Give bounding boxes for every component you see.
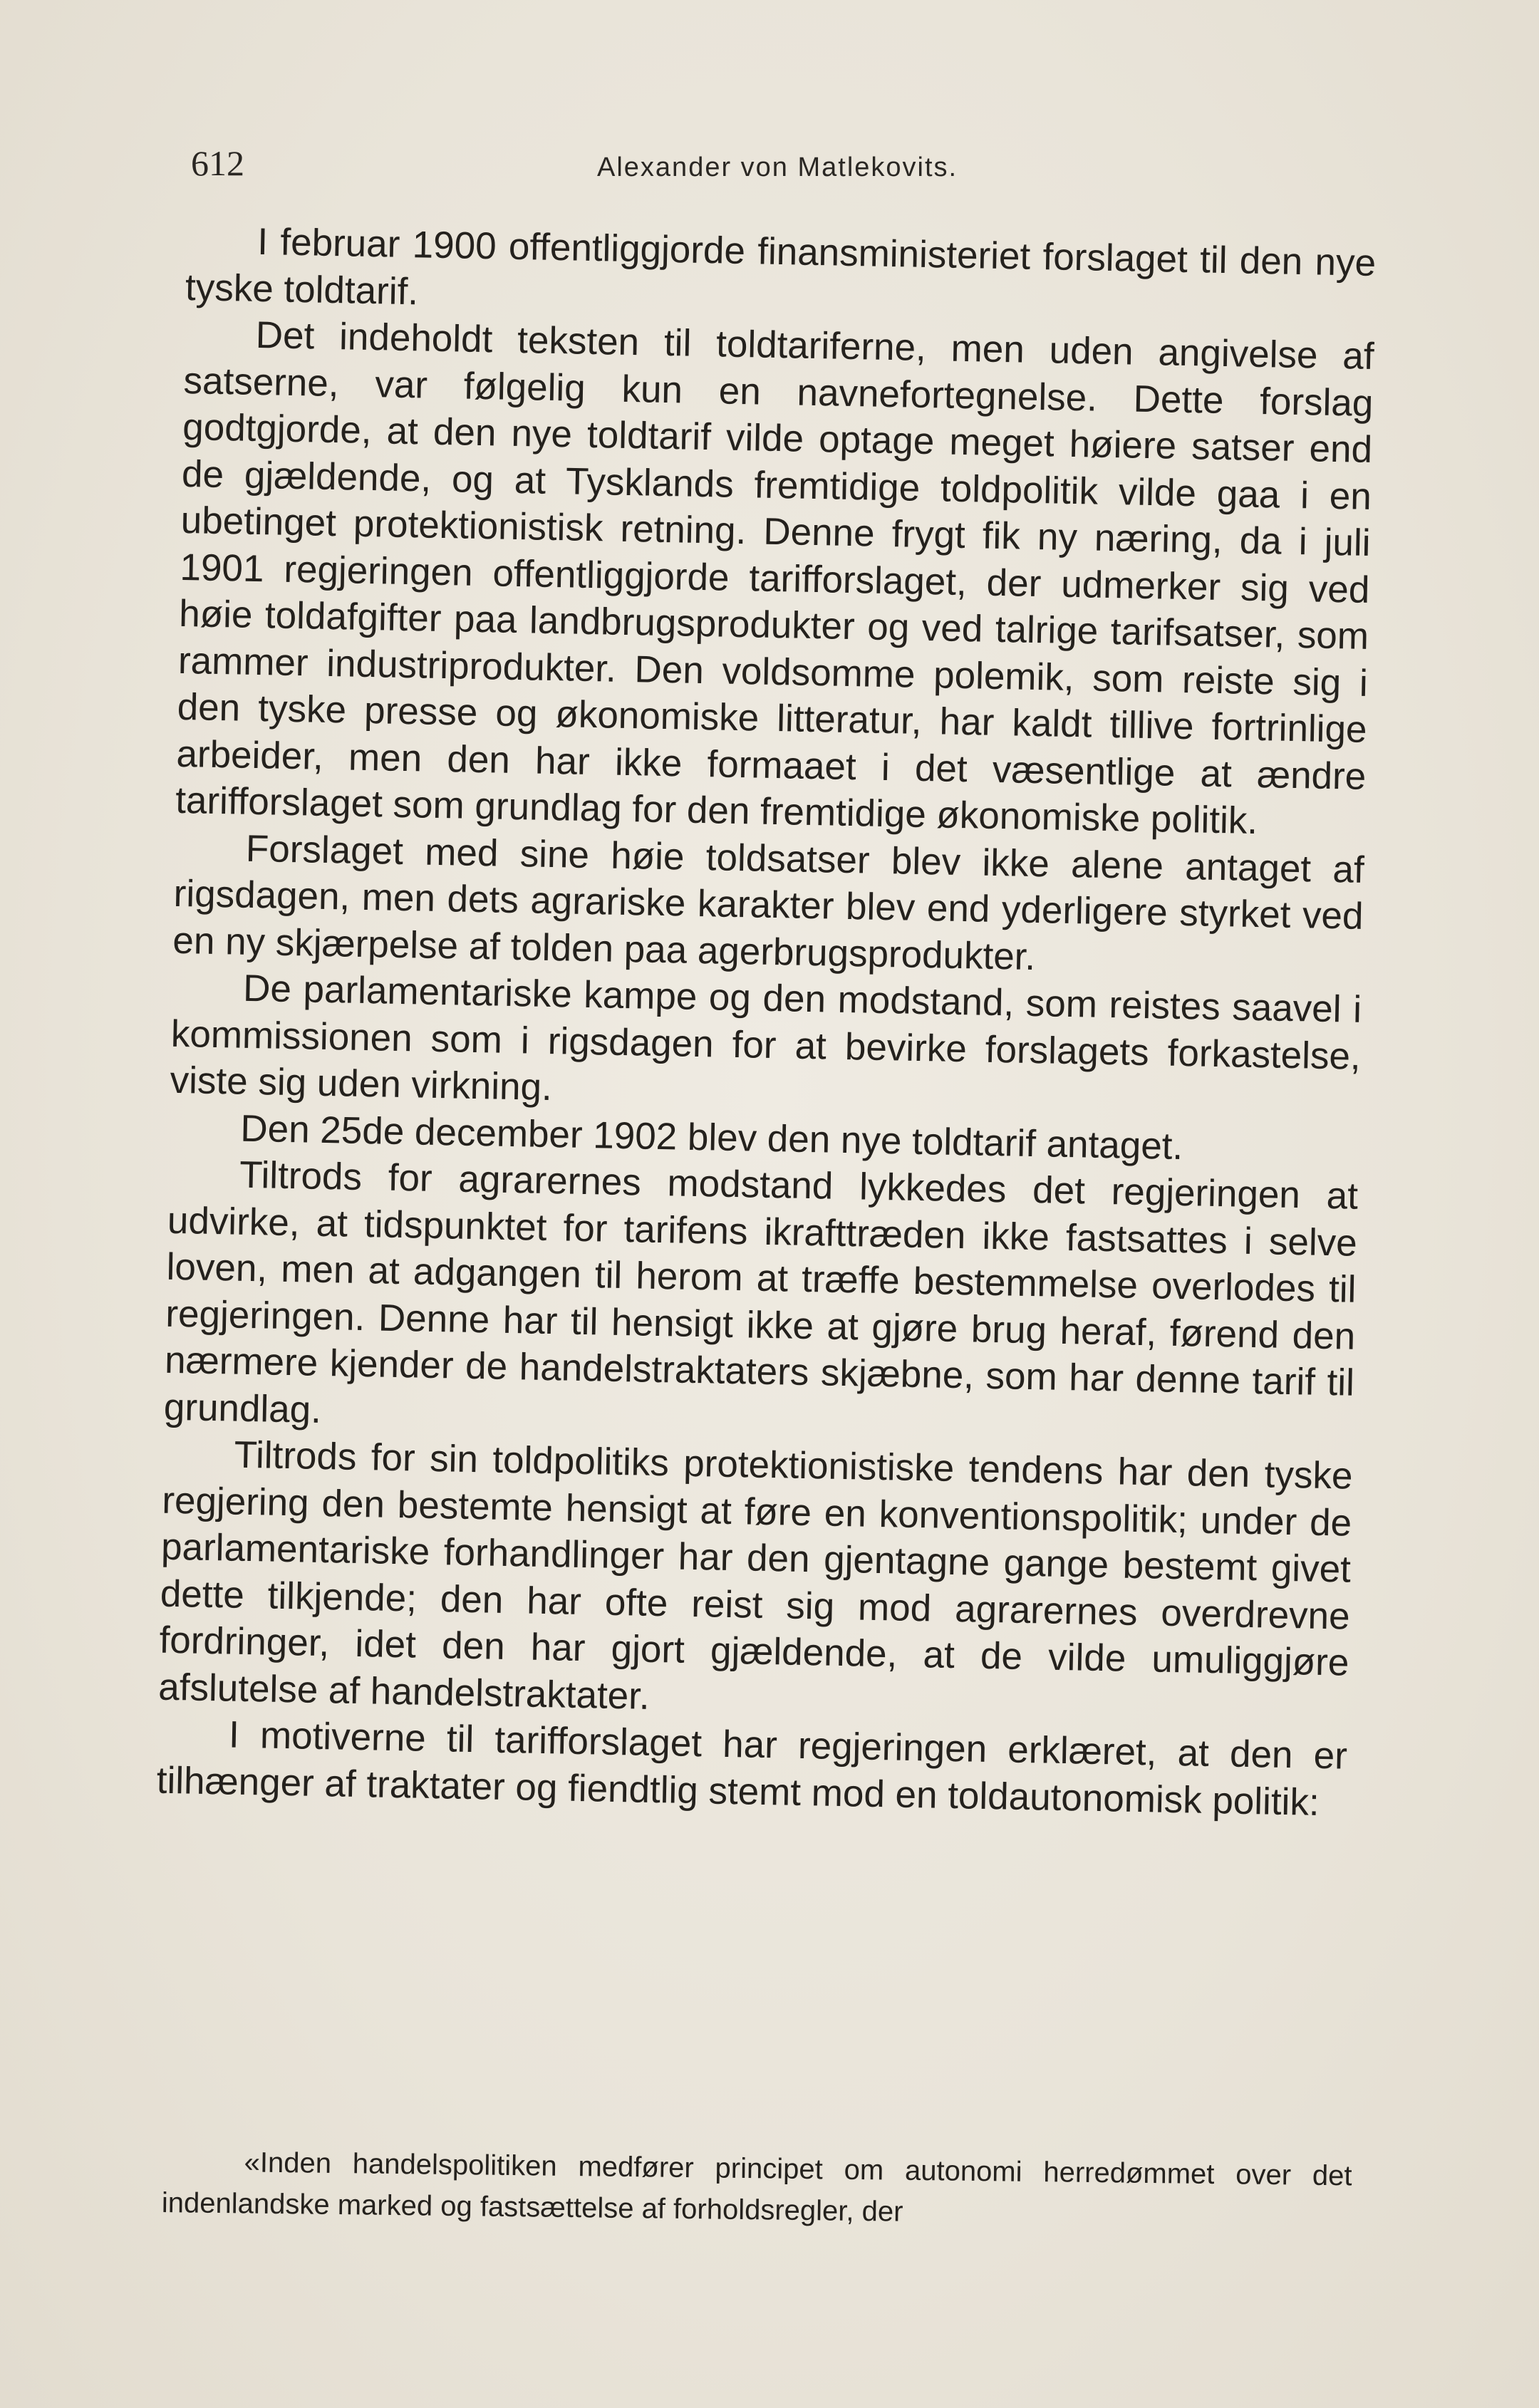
paragraph: Forslaget med sine høie toldsatser blev ikke alene antaget af rigsdagen, men dets agrariske karakter blev end yderligere styrket ved en ny skjærpelse af tolden paa agerbrugsprodukter. [172, 827, 1365, 978]
paragraph: De parlamentariske kampe og den modstand, som reistes saavel i kommissionen som i rigsdagen for at bevirke forslagets forkastelse, viste sig uden virkning. [170, 967, 1362, 1109]
paragraph: Det indeholdt teksten til toldtariferne, men uden angivelse af satserne, var følgelig kun en navnefortegnelse. Dette forslag godtgjorde, at den nye toldtarif vilde optage meget høiere satser end de gjældende, og at Tysklands fremtidige toldpolitik vilde gaa i en ubetinget protektionistisk retning. Denne frygt fik ny næring, da i juli 1901 regjeringen offentliggjorde tarifforslaget, der udmerker sig ved høie toldafgifter paa landbrugsprodukter og ved talrige tarifsatser, som rammer industriprodukter. Den voldsomme polemik, som reiste sig i den tyske presse og økonomiske litteratur, har kaldt tillive fortrinlige arbeider, men den har ikke formaaet i det væsentlige at ændre tarifforslaget som grundlag for den fremtidige økonomiske politik. [175, 313, 1375, 843]
paragraph: Tiltrods for sin toldpolitiks protektionistiske tendens har den tyske regjering den bestemte hensigt at føre en konventionspolitik; under de parlamentariske forhandlinger har den gjentagne gange bestemt givet dette tilkjende; den har ofte reist sig mod agrarernes overdrevne fordringer, idet den har gjort gjældende, at de vilde umuliggjøre afslutelse af handelstraktater. [157, 1433, 1353, 1718]
paragraph: Tiltrods for agrarernes modstand lykkedes det regjeringen at udvirke, at tidspunktet for tarifens ikrafttræden ikke fastsattes i selve loven, men at adgangen til herom at træffe bestemmelse overlodes til regjeringen. Denne har til hensigt ikke at gjøre brug heraf, førend den nærmere kjender de handelstraktaters skjæbne, som har denne tarif til grundlag. [163, 1153, 1359, 1431]
paragraph: I motiverne til tarifforslaget har regjeringen erklæret, at den er tilhænger af traktater og fiendtlig stemt mod en toldautonomisk politik: [156, 1713, 1348, 1824]
paragraph: Den 25de december 1902 blev den nye toldtarif antaget. [239, 1107, 1183, 1168]
block-quote [162, 2141, 1352, 2238]
page-header [191, 142, 1046, 192]
running-title: Alexander von Matlekovits. [597, 152, 958, 182]
paragraph: I februar 1900 offentliggjorde finansministeriet forslaget til den nye tyske toldtarif. [185, 220, 1377, 313]
quote-text: «Inden handelspolitiken medfører principet om autonomi herredømmet over det indenlandske marked og fastsættelse af forholdsregler, der [161, 2147, 1352, 2228]
page-number: 612 [191, 143, 244, 183]
body-text [156, 217, 1376, 1827]
